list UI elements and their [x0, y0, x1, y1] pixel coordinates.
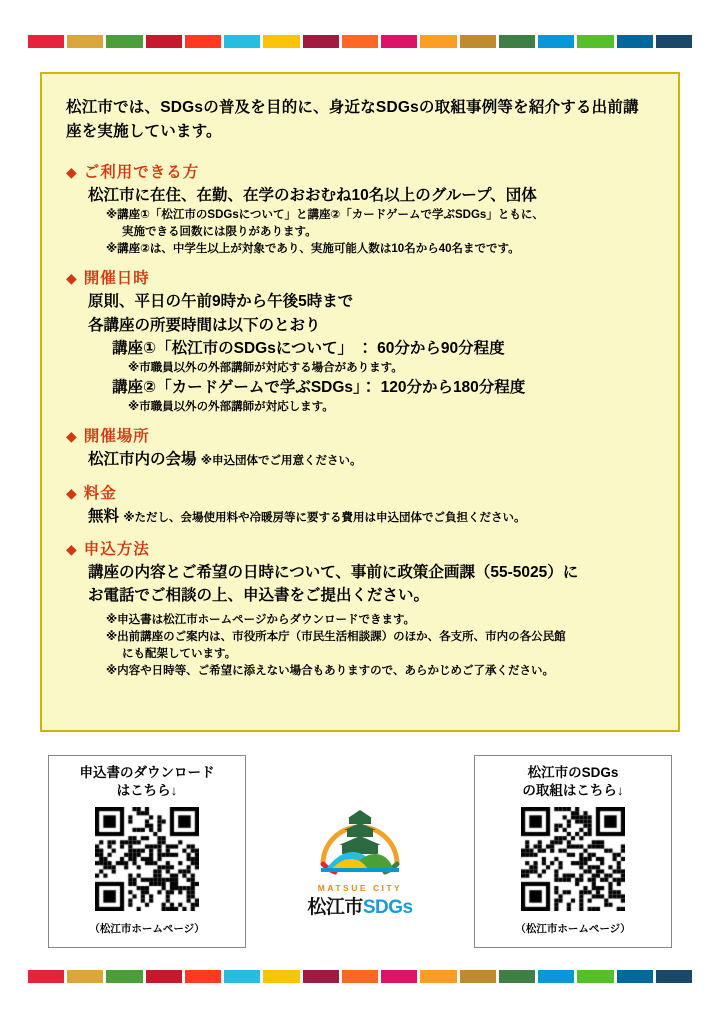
section-heading-label: 申込方法 — [83, 540, 150, 558]
qr-caption: （松江市ホームページ） — [515, 923, 631, 936]
section-body-row — [88, 448, 654, 471]
qr-box-application-form[interactable] — [48, 755, 246, 948]
color-strip-segment — [67, 970, 103, 983]
qr-caption: （松江市ホームページ） — [89, 923, 205, 936]
section-heading-label: 開催日時 — [83, 270, 150, 288]
section-heading-label: 開催場所 — [83, 428, 150, 446]
color-strip-segment — [656, 970, 692, 983]
section-heading-label: ご利用できる方 — [83, 164, 200, 182]
sdg-color-strip-top — [28, 35, 692, 48]
section-body-row — [88, 505, 654, 528]
diamond-icon: ◆ — [66, 428, 78, 445]
section-note: ※講座①「松江市のSDGsについて」と講座②「カードゲームで学ぶSDGs」ともに、 — [106, 209, 544, 222]
color-strip-segment — [577, 970, 613, 983]
color-strip-segment — [381, 35, 417, 48]
section-application — [66, 537, 654, 679]
qr-title-line-2: の取組はこちら↓ — [522, 783, 624, 799]
color-strip-segment — [224, 35, 260, 48]
diamond-icon: ◆ — [66, 540, 78, 557]
color-strip-segment — [460, 35, 496, 48]
color-strip-segment — [185, 970, 221, 983]
color-strip-segment — [106, 970, 142, 983]
logo-mark-icon — [301, 790, 419, 882]
course-2-label: 講座②「カードゲームで学ぶSDGs」： 120分から180分程度 — [112, 379, 526, 397]
section-body: 原則、平日の午前9時から午後5時まで — [88, 293, 354, 311]
color-strip-segment — [342, 970, 378, 983]
color-strip-segment — [263, 35, 299, 48]
color-strip-segment — [420, 35, 456, 48]
qr-title-line-1: 松江市のSDGs — [527, 765, 619, 780]
color-strip-segment — [146, 35, 182, 48]
section-note: 実施できる回数には限りがあります。 — [122, 225, 317, 238]
color-strip-segment — [303, 970, 339, 983]
color-strip-segment — [656, 35, 692, 48]
section-body-note: ※申込団体でご用意ください。 — [200, 455, 362, 468]
color-strip-segment — [499, 970, 535, 983]
color-strip-segment — [106, 35, 142, 48]
color-strip-segment — [381, 970, 417, 983]
diamond-icon: ◆ — [66, 164, 78, 181]
qr-box-sdgs-initiatives[interactable] — [474, 755, 672, 948]
section-note: ※申込書は松江市ホームページからダウンロードできます。 — [106, 614, 416, 627]
section-heading — [66, 160, 654, 182]
section-body-note: ※ただし、会場使用料や冷暖房等に要する費用は申込団体でご負担ください。 — [123, 511, 526, 524]
color-strip-segment — [303, 35, 339, 48]
logo-sdgs-text: SDGs — [362, 897, 413, 918]
section-heading — [66, 537, 654, 559]
course-1-label: 講座①「松江市のSDGsについて」 ： 60分から90分程度 — [112, 339, 505, 357]
section-body: 松江市に在住、在勤、在学のおおむね10名以上のグループ、団体 — [88, 187, 537, 205]
color-strip-segment — [420, 970, 456, 983]
matsue-sdgs-logo — [292, 790, 428, 925]
section-body-2: お電話でご相談の上、申込書をご提出ください。 — [88, 587, 430, 605]
color-strip-segment — [499, 35, 535, 48]
color-strip-segment — [185, 35, 221, 48]
section-heading — [66, 424, 654, 446]
color-strip-segment — [28, 35, 64, 48]
section-body: 無料 — [88, 507, 120, 525]
section-note: ※出前講座のご案内は、市役所本庁（市民生活相談課）のほか、各支所、市内の各公民館 — [106, 631, 566, 644]
section-schedule — [66, 266, 654, 415]
section-note: ※講座②は、中学生以上が対象であり、実施可能人数は10名から40名までです。 — [106, 242, 520, 255]
intro-text: 松江市では、SDGsの普及を目的に、身近なSDGsの取組事例等を紹介する出前講座を実施しています。 — [66, 99, 639, 141]
qr-code-image[interactable] — [95, 807, 199, 911]
section-eligibility — [66, 160, 654, 257]
course-2-note: ※市職員以外の外部講師が対応します。 — [128, 401, 334, 414]
color-strip-segment — [460, 970, 496, 983]
color-strip-segment — [67, 35, 103, 48]
logo-subtitle: MATSUE CITY — [317, 883, 403, 893]
color-strip-segment — [342, 35, 378, 48]
section-body: 松江市内の会場 — [88, 451, 197, 469]
logo-title — [292, 892, 428, 919]
section-heading — [66, 481, 654, 503]
section-body: 講座の内容とご希望の日時について、事前に政策企画課（55-5025）に — [88, 563, 579, 581]
course-1-note: ※市職員以外の外部講師が対応する場合があります。 — [128, 362, 403, 375]
color-strip-segment — [538, 35, 574, 48]
qr-title-line-1: 申込書のダウンロード — [79, 765, 215, 780]
color-strip-segment — [617, 35, 653, 48]
qr-title — [49, 764, 245, 800]
color-strip-segment — [146, 970, 182, 983]
color-strip-segment — [263, 970, 299, 983]
section-note: にも配架しています。 — [122, 647, 237, 660]
sdg-color-strip-bottom — [28, 970, 692, 983]
logo-city-name: 松江市 — [307, 897, 363, 918]
qr-title — [475, 764, 671, 800]
qr-code-image[interactable] — [521, 807, 625, 911]
color-strip-segment — [577, 35, 613, 48]
info-panel — [40, 72, 680, 732]
color-strip-segment — [224, 970, 260, 983]
diamond-icon: ◆ — [66, 270, 78, 287]
section-body-2: 各講座の所要時間は以下のとおり — [88, 316, 321, 334]
section-fee — [66, 481, 654, 528]
section-heading-label: 料金 — [83, 484, 117, 502]
diamond-icon: ◆ — [66, 484, 78, 501]
color-strip-segment — [28, 970, 64, 983]
section-heading — [66, 266, 654, 288]
qr-title-line-2: はこちら↓ — [116, 783, 178, 799]
section-note: ※内容や日時等、ご希望に添えない場合もありますので、あらかじめご了承ください。 — [106, 664, 554, 677]
section-venue — [66, 424, 654, 471]
color-strip-segment — [538, 970, 574, 983]
color-strip-segment — [617, 970, 653, 983]
